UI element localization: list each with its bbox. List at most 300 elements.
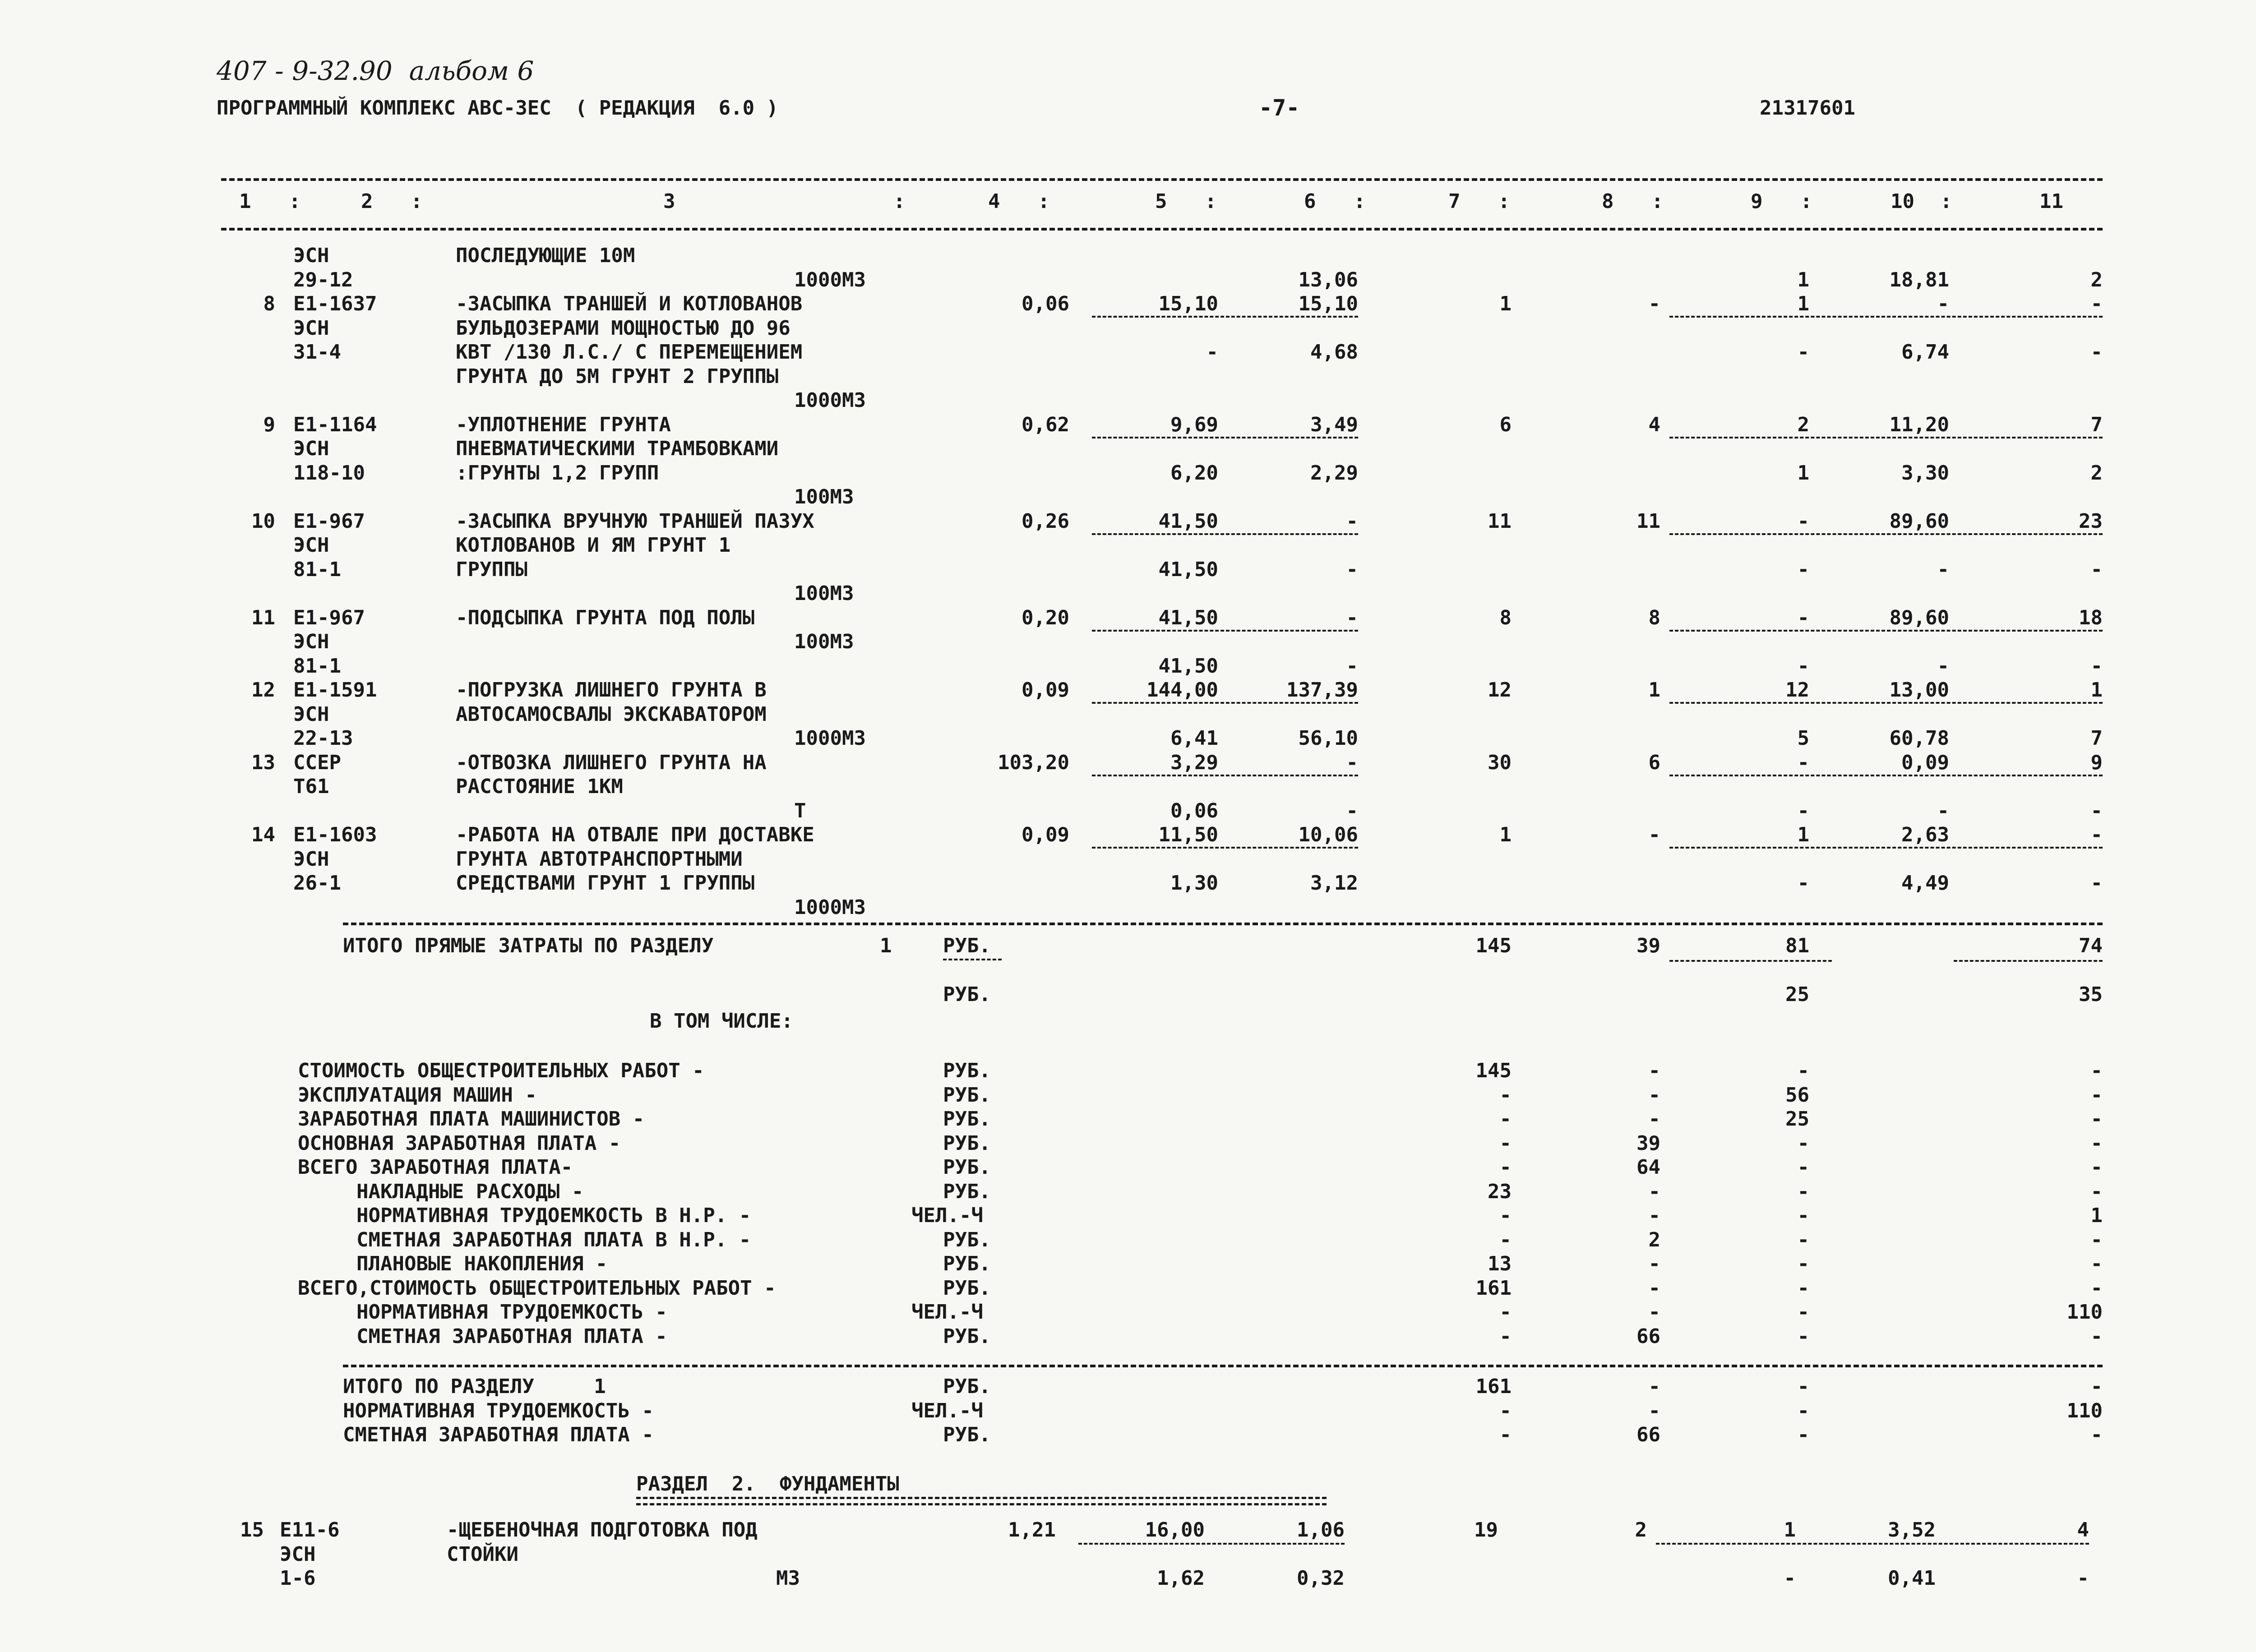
breakdown-unit: РУБ.	[943, 1324, 991, 1348]
column-header-11: 11	[2039, 190, 2063, 213]
cell-c10: 4,49	[1901, 872, 1949, 895]
item-description: -РАБОТА НА ОТВАЛЕ ПРИ ДОСТАВКЕ	[456, 823, 814, 846]
section-total-c7: 161	[1475, 1375, 1512, 1398]
column-separator: :	[1354, 190, 1366, 213]
price-rule	[1092, 533, 1358, 535]
breakdown-label: ПЛАНОВЫЕ НАКОПЛЕНИЯ -	[356, 1252, 608, 1275]
breakdown-c11: -	[2090, 1083, 2103, 1107]
section-total-c9: -	[1797, 1399, 1809, 1422]
price-rule	[1092, 630, 1358, 632]
cell-c4: 0,09	[1022, 823, 1069, 846]
cell-c9: 2	[1797, 413, 1809, 436]
cell-c9: -	[1797, 654, 1809, 678]
breakdown-c11: 110	[2066, 1301, 2103, 1324]
item-description: СТОЙКИ	[447, 1542, 518, 1566]
breakdown-c8: 2	[1648, 1228, 1660, 1251]
cell-c11: -	[2090, 292, 2103, 315]
page-number: -7-	[1259, 95, 1300, 121]
cell-c10: 60,78	[1889, 727, 1949, 750]
breakdown-c7: -	[1499, 1083, 1512, 1107]
cell-c11: -	[2090, 823, 2103, 846]
column-header-4: 4	[988, 190, 1000, 213]
price-rule	[1092, 847, 1358, 849]
cell-c5: 16,00	[1145, 1518, 1205, 1541]
item-code: 118-10	[293, 461, 365, 485]
section-total-label: ИТОГО ПО РАЗДЕЛУ 1	[343, 1375, 606, 1398]
column-header-2: 2	[361, 190, 373, 213]
total-direct-label: ИТОГО ПРЯМЫЕ ЗАТРАТЫ ПО РАЗДЕЛУ	[343, 934, 714, 957]
item-code: 31-4	[293, 341, 341, 364]
cell-c9: 1	[1797, 292, 1809, 315]
breakdown-c8: -	[1648, 1083, 1660, 1107]
cell-c8: 8	[1648, 606, 1660, 629]
cell-c4: 0,62	[1022, 413, 1069, 436]
column-separator: :	[289, 190, 301, 213]
unit-label: М3	[776, 1567, 800, 1590]
item-description: ГРУНТА ДО 5М ГРУНТ 2 ГРУППЫ	[456, 365, 779, 388]
item-code: ЭСН	[293, 534, 329, 557]
section-total-c8: 66	[1637, 1423, 1660, 1446]
column-header-5: 5	[1155, 190, 1167, 213]
cell-c9: 1	[1797, 823, 1809, 846]
unit-label: 100М3	[794, 582, 854, 605]
total-rule	[343, 923, 2103, 925]
cell-c10: 3,52	[1888, 1518, 1936, 1541]
cell-c11: 7	[2090, 727, 2103, 750]
breakdown-label: СМЕТНАЯ ЗАРАБОТНАЯ ПЛАТА В Н.Р. -	[356, 1228, 751, 1251]
cell-c6: 10,06	[1298, 823, 1358, 846]
section2-underline-1	[636, 1497, 1327, 1499]
breakdown-c7: -	[1499, 1204, 1512, 1227]
cell-c5: 41,50	[1158, 558, 1218, 581]
cell-c11: -	[2090, 654, 2103, 678]
column-separator: :	[1205, 190, 1217, 213]
cell-c4: 0,20	[1022, 606, 1069, 629]
cell-c11: 23	[2079, 509, 2103, 533]
breakdown-c11: -	[2090, 1131, 2103, 1155]
item-code: ЭСН	[293, 244, 329, 267]
breakdown-c9: -	[1797, 1324, 1809, 1348]
cell-c7: 11	[1488, 509, 1512, 533]
cell-c5: 41,50	[1158, 606, 1218, 629]
column-header-10: 10	[1891, 190, 1914, 213]
total-c8: 39	[1637, 934, 1660, 957]
breakdown-label: СМЕТНАЯ ЗАРАБОТНАЯ ПЛАТА -	[356, 1324, 667, 1348]
item-code: Е1-1164	[293, 413, 377, 436]
cell-c10: 89,60	[1889, 509, 1949, 533]
cell-c5: 9,69	[1170, 413, 1218, 436]
breakdown-label: ОСНОВНАЯ ЗАРАБОТНАЯ ПЛАТА -	[298, 1131, 621, 1155]
breakdown-c9: -	[1797, 1252, 1809, 1275]
breakdown-c7: 13	[1488, 1252, 1512, 1275]
column-header-7: 7	[1448, 190, 1461, 213]
section-total-rule	[343, 1365, 2103, 1367]
breakdown-c8: 66	[1637, 1324, 1660, 1348]
header-rule-bottom	[221, 228, 2103, 231]
cell-c8: 4	[1648, 413, 1660, 436]
breakdown-c8: -	[1648, 1252, 1660, 1275]
breakdown-label: НАКЛАДНЫЕ РАСХОДЫ -	[356, 1180, 584, 1203]
cell-c11: 7	[2090, 413, 2103, 436]
unit-underline	[943, 959, 1002, 960]
cell-c11: -	[2090, 799, 2103, 822]
cell-c4: 0,09	[1022, 678, 1069, 701]
section-total-c8: -	[1648, 1375, 1660, 1398]
unit-label: 1000М3	[794, 895, 866, 919]
cell-c6: 15,10	[1298, 292, 1358, 315]
total-c11b: 35	[2079, 983, 2103, 1006]
item-number: 12	[251, 678, 275, 701]
cell-c9: 12	[1785, 678, 1809, 701]
cell-c10: 0,09	[1901, 751, 1949, 774]
cell-c8: 2	[1635, 1518, 1647, 1541]
document-code: 21317601	[1760, 97, 1855, 120]
breakdown-c9: -	[1797, 1276, 1809, 1300]
item-description: :ГРУНТЫ 1,2 ГРУПП	[456, 461, 659, 485]
cell-c6: -	[1346, 654, 1358, 678]
cell-c5: 6,41	[1170, 727, 1218, 750]
item-description: -УПЛОТНЕНИЕ ГРУНТА	[456, 413, 671, 436]
breakdown-c11: -	[2090, 1252, 2103, 1275]
breakdown-c8: -	[1648, 1301, 1660, 1324]
cell-c10: -	[1937, 292, 1949, 315]
section-total-c7: -	[1499, 1399, 1512, 1422]
cell-c5: 144,00	[1146, 678, 1218, 701]
cell-c6: 0,32	[1297, 1567, 1345, 1590]
cell-c5: 15,10	[1158, 292, 1218, 315]
breakdown-unit: РУБ.	[943, 1131, 991, 1155]
breakdown-unit: РУБ.	[943, 1083, 991, 1107]
item-description: ПНЕВМАТИЧЕСКИМИ ТРАМБОВКАМИ	[456, 437, 779, 460]
item-number: 11	[251, 606, 275, 629]
column-header-3: 3	[663, 190, 675, 213]
item-code: 22-13	[293, 727, 353, 750]
cell-c9: -	[1797, 751, 1809, 774]
cell-c8: 1	[1648, 678, 1660, 701]
item-number: 10	[251, 509, 275, 533]
cell-c9: -	[1797, 606, 1809, 629]
section-total-c11: -	[2090, 1423, 2103, 1446]
item-code: 29-12	[293, 268, 353, 291]
breakdown-c8: -	[1648, 1204, 1660, 1227]
breakdown-c9: 56	[1785, 1083, 1809, 1107]
cell-c10: 3,30	[1901, 461, 1949, 485]
amount-rule	[1669, 316, 2103, 318]
breakdown-unit: РУБ.	[943, 1252, 991, 1275]
cell-c10: 0,41	[1888, 1567, 1936, 1590]
breakdown-label: НОРМАТИВНАЯ ТРУДОЕМКОСТЬ В Н.Р. -	[356, 1204, 751, 1227]
item-description: БУЛЬДОЗЕРАМИ МОЩНОСТЬЮ ДО 96	[456, 316, 791, 340]
cell-c5: 6,20	[1170, 461, 1218, 485]
section-total-unit: РУБ.	[943, 1375, 991, 1398]
cell-c6: -	[1346, 509, 1358, 533]
cell-c11: 4	[2077, 1518, 2089, 1541]
cell-c6: 2,29	[1310, 461, 1358, 485]
cell-c11: -	[2090, 341, 2103, 364]
total-c9: 81	[1785, 934, 1809, 957]
cell-c9: 1	[1784, 1518, 1796, 1541]
cell-c7: 1	[1499, 292, 1512, 315]
breakdown-c9: -	[1797, 1180, 1809, 1203]
cell-c10: -	[1937, 799, 1949, 822]
cell-c7: 1	[1499, 823, 1512, 846]
breakdown-unit: ЧЕЛ.-Ч	[911, 1204, 983, 1227]
breakdown-unit: РУБ.	[943, 1276, 991, 1300]
cell-c9: 5	[1797, 727, 1809, 750]
section-total-unit: РУБ.	[943, 1423, 991, 1446]
breakdown-c9: 25	[1785, 1107, 1809, 1131]
column-header-9: 9	[1751, 190, 1763, 213]
column-header-1: 1	[239, 190, 251, 213]
breakdown-unit: ЧЕЛ.-Ч	[911, 1301, 983, 1324]
breakdown-c9: -	[1797, 1301, 1809, 1324]
cell-c8: -	[1648, 292, 1660, 315]
breakdown-label: ЗАРАБОТНАЯ ПЛАТА МАШИНИСТОВ -	[298, 1107, 645, 1131]
cell-c11: 1	[2090, 678, 2103, 701]
header-rule-top	[221, 178, 2103, 181]
cell-c10: 2,63	[1901, 823, 1949, 846]
cell-c11: -	[2090, 558, 2103, 581]
column-separator: :	[411, 190, 423, 213]
item-code: ЭСН	[293, 702, 329, 726]
amount-rule	[1669, 847, 2103, 849]
cell-c5: 41,50	[1158, 509, 1218, 533]
breakdown-c11: -	[2090, 1180, 2103, 1203]
item-description: -ПОДСЫПКА ГРУНТА ПОД ПОЛЫ	[456, 606, 755, 629]
cell-c8: 11	[1637, 509, 1660, 533]
breakdown-unit: РУБ.	[943, 1059, 991, 1082]
breakdown-unit: РУБ.	[943, 1228, 991, 1251]
section-total-label: СМЕТНАЯ ЗАРАБОТНАЯ ПЛАТА -	[343, 1423, 654, 1446]
column-separator: :	[1038, 190, 1050, 213]
cell-c7: 19	[1474, 1518, 1498, 1541]
price-rule	[1092, 437, 1358, 438]
amount-rule	[1669, 630, 2103, 632]
item-description: КОТЛОВАНОВ И ЯМ ГРУНТ 1	[456, 534, 731, 557]
item-number: 14	[251, 823, 275, 846]
item-code: ЭСН	[293, 316, 329, 340]
breakdown-c8: -	[1648, 1180, 1660, 1203]
item-number: 8	[263, 292, 275, 315]
section-total-unit: ЧЕЛ.-Ч	[911, 1399, 983, 1422]
cell-c5: -	[1206, 341, 1218, 364]
cell-c6: -	[1346, 558, 1358, 581]
cell-c9: 1	[1797, 268, 1809, 291]
cell-c7: 8	[1499, 606, 1512, 629]
cell-c5: 11,50	[1158, 823, 1218, 846]
item-code: ЭСН	[280, 1542, 316, 1566]
cell-c4: 1,21	[1008, 1518, 1056, 1541]
breakdown-label: СТОИМОСТЬ ОБЩЕСТРОИТЕЛЬНЫХ РАБОТ -	[298, 1059, 704, 1082]
item-number: 15	[240, 1518, 264, 1541]
cell-c9: -	[1797, 558, 1809, 581]
section2-underline-2	[636, 1503, 1327, 1505]
breakdown-c7: -	[1499, 1107, 1512, 1131]
column-header-8: 8	[1602, 190, 1614, 213]
breakdown-c11: -	[2090, 1107, 2103, 1131]
cell-c4: 0,26	[1022, 509, 1069, 533]
item-description: ГРУНТА АВТОТРАНСПОРТНЫМИ	[456, 847, 743, 871]
cell-c6: 13,06	[1298, 268, 1358, 291]
breakdown-label: ЭКСПЛУАТАЦИЯ МАШИН -	[298, 1083, 537, 1107]
cell-c11: 2	[2090, 268, 2103, 291]
cell-c6: 56,10	[1298, 727, 1358, 750]
breakdown-label: ВСЕГО,СТОИМОСТЬ ОБЩЕСТРОИТЕЛЬНЫХ РАБОТ -	[298, 1276, 776, 1300]
unit-label: 1000М3	[794, 727, 866, 750]
breakdown-c8: 39	[1637, 1131, 1660, 1155]
item-code: ЭСН	[293, 847, 329, 871]
item-description: -ПОГРУЗКА ЛИШНЕГО ГРУНТА В	[456, 678, 767, 701]
item-code: Е1-1591	[293, 678, 377, 701]
cell-c7: 12	[1488, 678, 1512, 701]
breakdown-c9: -	[1797, 1156, 1809, 1179]
section-total-c9: -	[1797, 1423, 1809, 1446]
unit-label: 100М3	[794, 485, 854, 508]
section-total-c8: -	[1648, 1399, 1660, 1422]
cell-c10: 11,20	[1889, 413, 1949, 436]
breakdown-c9: -	[1797, 1228, 1809, 1251]
column-separator: :	[1651, 190, 1664, 213]
unit-label: 1000М3	[794, 268, 866, 291]
item-code: Е11-6	[280, 1518, 340, 1541]
breakdown-unit: РУБ.	[943, 1107, 991, 1131]
breakdown-c11: -	[2090, 1228, 2103, 1251]
program-line: ПРОГРАММНЫЙ КОМПЛЕКС АВС-3ЕС ( РЕДАКЦИЯ 6.0 )	[217, 97, 779, 120]
item-code: Е1-967	[293, 606, 365, 629]
cell-c6: -	[1346, 751, 1358, 774]
breakdown-unit: РУБ.	[943, 1156, 991, 1179]
amount-rule	[1669, 437, 2103, 438]
breakdown-c7: -	[1499, 1156, 1512, 1179]
item-number: 13	[251, 751, 275, 774]
section2-title: РАЗДЕЛ 2. ФУНДАМЕНТЫ	[636, 1472, 899, 1495]
breakdown-c9: -	[1797, 1131, 1809, 1155]
including-label: В ТОМ ЧИСЛЕ:	[650, 1010, 793, 1033]
cell-c9: -	[1797, 509, 1809, 533]
cell-c8: -	[1648, 823, 1660, 846]
item-description: КВТ /130 Л.С./ С ПЕРЕМЕЩЕНИЕМ	[456, 341, 803, 364]
handwritten-note: 407 - 9-32.90 альбом 6	[217, 55, 534, 86]
total-c9b: 25	[1785, 983, 1809, 1006]
item-description: -ОТВОЗКА ЛИШНЕГО ГРУНТА НА	[456, 751, 767, 774]
item-description: ПОСЛЕДУЮЩИЕ 10М	[456, 244, 635, 267]
total-rule-9	[1669, 960, 1832, 962]
breakdown-c11: -	[2090, 1324, 2103, 1348]
column-separator: :	[1498, 190, 1510, 213]
amount-rule	[1669, 775, 2103, 776]
breakdown-c8: -	[1648, 1107, 1660, 1131]
cell-c6: 3,12	[1310, 872, 1358, 895]
item-code: ЭСН	[293, 437, 329, 460]
section-total-c7: -	[1499, 1423, 1512, 1446]
item-description: -ЗАСЫПКА ВРУЧНУЮ ТРАНШЕЙ ПАЗУХ	[456, 509, 814, 533]
amount-rule	[1669, 702, 2103, 704]
item-code: 1-6	[280, 1567, 316, 1590]
breakdown-c9: -	[1797, 1059, 1809, 1082]
cell-c5: 0,06	[1170, 799, 1218, 822]
cell-c9: -	[1797, 872, 1809, 895]
item-description: -ЗАСЫПКА ТРАНШЕЙ И КОТЛОВАНОВ	[456, 292, 803, 315]
column-separator: :	[893, 190, 906, 213]
cell-c5: 3,29	[1170, 751, 1218, 774]
cell-c9: -	[1797, 799, 1809, 822]
breakdown-c9: -	[1797, 1204, 1809, 1227]
breakdown-c11: -	[2090, 1156, 2103, 1179]
cell-c6: 137,39	[1286, 678, 1358, 701]
section-total-label: НОРМАТИВНАЯ ТРУДОЕМКОСТЬ -	[343, 1399, 654, 1422]
cell-c5: 1,62	[1157, 1567, 1205, 1590]
price-rule	[1092, 316, 1358, 318]
item-description: АВТОСАМОСВАЛЫ ЭКСКАВАТОРОМ	[456, 702, 767, 726]
item-code: 26-1	[293, 872, 341, 895]
cell-c10: 18,81	[1889, 268, 1949, 291]
cell-c6: 4,68	[1310, 341, 1358, 364]
cell-c10: -	[1937, 654, 1949, 678]
item-code: 81-1	[293, 558, 341, 581]
cell-c10: -	[1937, 558, 1949, 581]
cell-c4: 103,20	[998, 751, 1069, 774]
cell-c7: 6	[1499, 413, 1512, 436]
price-rule	[1092, 702, 1358, 704]
total-unit: РУБ.	[943, 934, 991, 957]
breakdown-c7: -	[1499, 1131, 1512, 1155]
cell-c11: 18	[2079, 606, 2103, 629]
column-separator: :	[1940, 190, 1952, 213]
cell-c6: 3,49	[1310, 413, 1358, 436]
item-code: Е1-1603	[293, 823, 377, 846]
item-code: 81-1	[293, 654, 341, 678]
breakdown-c7: 161	[1475, 1276, 1512, 1300]
item-description: -ЩЕБЕНОЧНАЯ ПОДГОТОВКА ПОД	[447, 1518, 758, 1541]
breakdown-label: НОРМАТИВНАЯ ТРУДОЕМКОСТЬ -	[356, 1301, 667, 1324]
item-code: Т61	[293, 775, 329, 798]
breakdown-label: ВСЕГО ЗАРАБОТНАЯ ПЛАТА-	[298, 1156, 573, 1179]
cell-c4: 0,06	[1022, 292, 1069, 315]
cell-c9: -	[1797, 341, 1809, 364]
cell-c7: 30	[1488, 751, 1512, 774]
cell-c9: -	[1784, 1567, 1796, 1590]
column-separator: :	[1800, 190, 1812, 213]
cell-c6: -	[1346, 799, 1358, 822]
item-description: ГРУППЫ	[456, 558, 527, 581]
section-total-c11: -	[2090, 1375, 2103, 1398]
cell-c11: -	[2077, 1567, 2089, 1590]
section-total-c11: 110	[2066, 1399, 2103, 1422]
total-c7: 145	[1475, 934, 1512, 957]
item-code: ССЕР	[293, 751, 341, 774]
column-header-6: 6	[1304, 190, 1316, 213]
breakdown-c11: -	[2090, 1059, 2103, 1082]
cell-c6: 1,06	[1297, 1518, 1345, 1541]
breakdown-c11: 1	[2090, 1204, 2103, 1227]
amount-rule	[1669, 533, 2103, 535]
cell-c6: -	[1346, 606, 1358, 629]
total-unit-2: РУБ.	[943, 983, 991, 1006]
item-code: ЭСН	[293, 630, 329, 653]
breakdown-c8: 64	[1637, 1156, 1660, 1179]
amount-rule	[1656, 1543, 2089, 1545]
total-direct-section: 1	[880, 934, 892, 957]
cell-c8: 6	[1648, 751, 1660, 774]
breakdown-c8: -	[1648, 1059, 1660, 1082]
breakdown-unit: РУБ.	[943, 1180, 991, 1203]
cell-c5: 1,30	[1170, 872, 1218, 895]
breakdown-c7: 23	[1488, 1180, 1512, 1203]
cell-c11: 2	[2090, 461, 2103, 485]
breakdown-c11: -	[2090, 1276, 2103, 1300]
price-rule	[1078, 1543, 1345, 1545]
total-rule-11	[1954, 960, 2103, 962]
